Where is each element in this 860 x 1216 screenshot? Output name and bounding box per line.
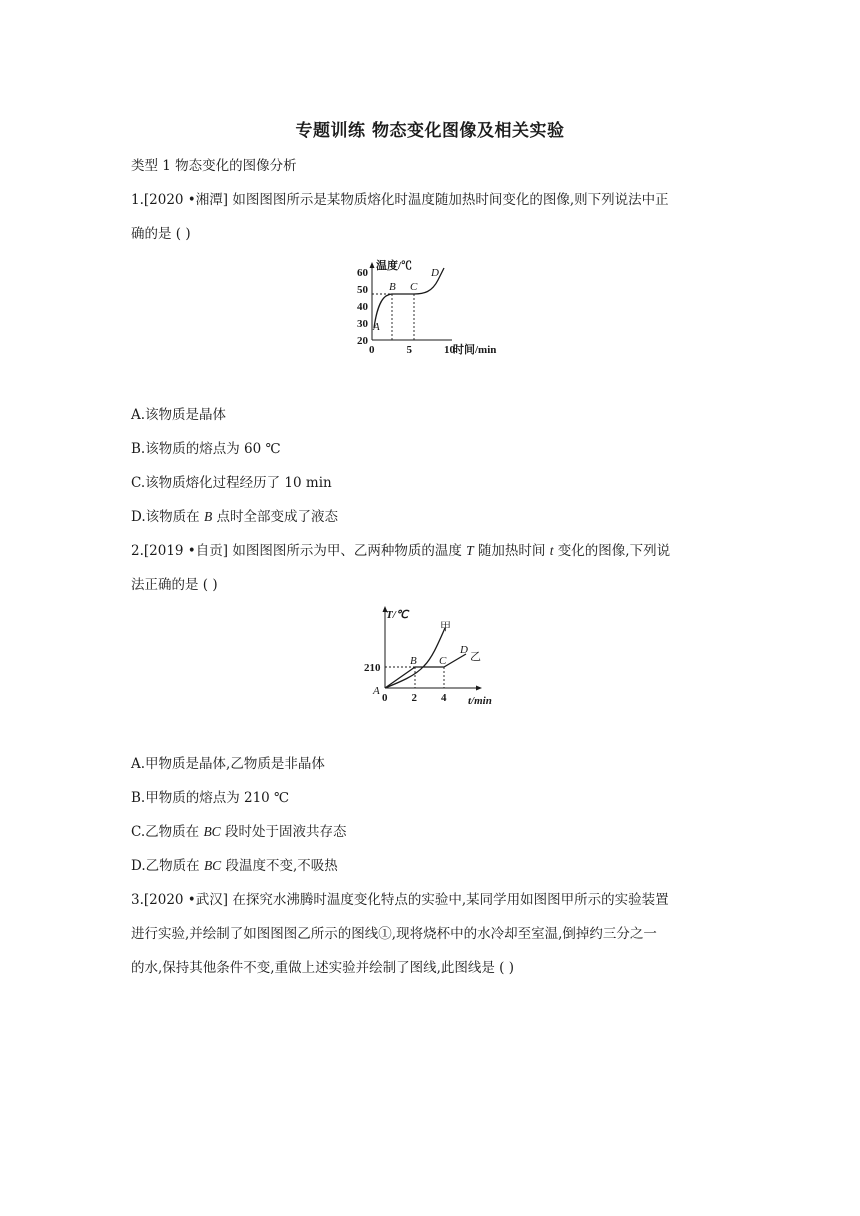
q1-ytick-label: 60 <box>357 267 368 279</box>
q2-option-a: A.甲物质是晶体,乙物质是非晶体 <box>131 756 325 772</box>
q1-xtick-label: 5 <box>406 344 412 356</box>
q2-option-d-pre: D.乙物质在 <box>131 858 204 874</box>
q2-ylabel: T/℃ <box>386 609 409 621</box>
q2-x-arrow <box>476 686 482 691</box>
q1-label-b: B <box>389 281 396 293</box>
q3-line2: 进行实验,并绘制了如图图图乙所示的图线①,现将烧杯中的水冷却至室温,倒掉约三分之一 <box>131 926 657 942</box>
q1-option-c: C.该物质熔化过程经历了 10 min <box>131 475 332 491</box>
q1-xtick-label: 10 <box>444 344 455 356</box>
q1-option-d-pre: D.该物质在 <box>131 509 204 525</box>
q1-ytick-label: 40 <box>357 301 368 313</box>
q2-chart <box>360 604 510 708</box>
q2-legend-jia: 甲 <box>440 621 451 633</box>
q2-stem-line2: 法正确的是 ( ) <box>131 577 218 593</box>
q2-figure <box>360 604 510 712</box>
q2-option-b: B.甲物质的熔点为 210 ℃ <box>131 790 290 806</box>
q1-option-d-var: B <box>203 509 213 524</box>
q1-option-d <box>131 507 338 527</box>
q2-stem-a: 2.[2019 •自贡] 如图图图所示为甲、乙两种物质的温度 <box>131 543 467 559</box>
q2-option-d <box>131 856 338 876</box>
q2-option-d-var: BC <box>203 858 222 873</box>
q1-option-d-post: 点时全部变成了液态 <box>212 509 338 525</box>
q2-label-b: B <box>410 655 417 667</box>
section-heading: 类型 1 物态变化的图像分析 <box>131 158 297 174</box>
q1-ytick-label: 20 <box>357 335 368 347</box>
q2-stem-line1 <box>131 541 670 561</box>
q2-label-c: C <box>439 655 447 667</box>
q1-option-a: A.该物质是晶体 <box>131 407 227 423</box>
q1-chart <box>352 258 512 358</box>
q2-label-d: D <box>460 644 468 656</box>
q2-option-c-var: BC <box>203 824 221 839</box>
q2-option-c <box>131 822 347 842</box>
q1-ylabel: 温度/℃ <box>376 260 413 272</box>
q1-xlabel: 时间/min <box>453 344 497 356</box>
q2-xlabel: t/min <box>468 695 492 707</box>
page-title: 专题训练 物态变化图像及相关实验 <box>295 121 565 141</box>
q1-option-b: B.该物质的熔点为 60 ℃ <box>131 441 281 457</box>
q1-ytick-label: 30 <box>357 318 368 330</box>
q2-xtick-label: 0 <box>382 692 388 704</box>
q2-option-c-post: 段时处于固液共存态 <box>220 824 347 840</box>
q1-stem-line1: 1.[2020 •湘潭] 如图图图所示是某物质熔化时温度随加热时间变化的图像,则下列说法中正 <box>131 192 669 208</box>
q2-label-a: A <box>373 685 380 697</box>
q2-xtick-label: 2 <box>411 692 417 704</box>
q1-ytick-label: 50 <box>357 284 368 296</box>
q2-stem-t: t <box>549 543 554 558</box>
q1-label-d: D <box>431 267 439 279</box>
q1-label-c: C <box>410 281 418 293</box>
q2-legend-yi: 乙 <box>470 651 481 663</box>
q1-y-arrow <box>370 262 375 268</box>
q2-option-d-post: 段温度不变,不吸热 <box>221 858 338 874</box>
q2-stem-c: 变化的图像,下列说 <box>553 543 671 559</box>
q2-stem-b: 随加热时间 <box>473 543 550 559</box>
q2-option-c-pre: C.乙物质在 <box>131 824 204 840</box>
q1-label-a: A <box>373 321 380 333</box>
q3-line1: 3.[2020 •武汉] 在探究水沸腾时温度变化特点的实验中,某同学用如图图甲所示的实验装置 <box>131 892 669 908</box>
q2-stem-T: T <box>466 543 474 558</box>
q1-stem-line2: 确的是 ( ) <box>131 226 191 242</box>
q2-ytick-210: 210 <box>364 662 381 674</box>
q2-xtick-label: 4 <box>441 692 447 704</box>
q3-line3: 的水,保持其他条件不变,重做上述实验并绘制了图线,此图线是 ( ) <box>131 960 514 976</box>
q1-figure <box>352 258 512 362</box>
q1-xtick-label: 0 <box>369 344 375 356</box>
